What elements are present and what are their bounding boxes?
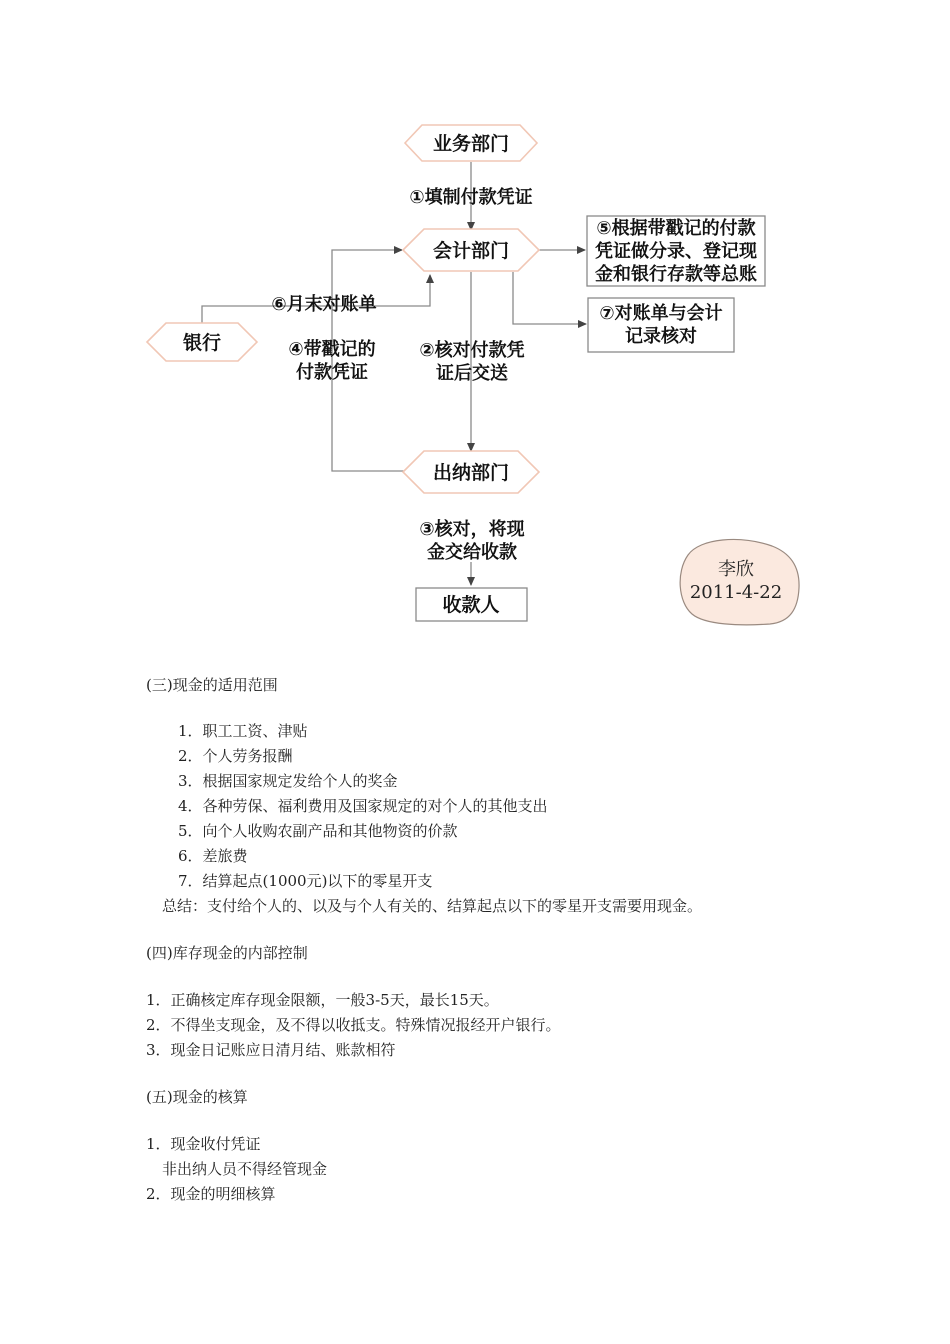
business-dept-node [405, 125, 537, 161]
step2-label: ②核对付款凭 [419, 340, 525, 361]
cash-payment-flowchart [0, 0, 950, 640]
bank-node [147, 323, 257, 361]
bank-label: 银行 [182, 332, 222, 354]
cashier-dept-node [403, 451, 539, 493]
step3-label: 金交给收款 [427, 542, 517, 563]
step4-label: 付款凭证 [296, 362, 368, 383]
step2-label: 证后交送 [436, 363, 508, 384]
ledger-box-line: ⑤根据带戳记的付款 [596, 218, 756, 239]
section-3-item: 3．根据国家规定发给个人的奖金 [178, 772, 398, 790]
section-5-title: (五)现金的核算 [146, 1088, 248, 1106]
payee-node [416, 588, 527, 621]
ledger-box [587, 216, 765, 286]
cashier-dept-label: 出纳部门 [432, 462, 510, 484]
section-5-item: 1．现金收付凭证 [146, 1135, 261, 1153]
step1-label: ①填制付款凭证 [409, 187, 533, 208]
payee-label: 收款人 [442, 594, 500, 616]
section-3-summary: 总结：支付给个人的、以及与个人有关的、结算起点以下的零星开支需要用现金。 [162, 897, 703, 915]
reconcile-box-line: ⑦对账单与会计 [599, 303, 723, 324]
stamp-date: 2011-4-22 [689, 582, 783, 603]
section-4-item: 3．现金日记账应日清月结、账款相符 [146, 1041, 396, 1059]
ledger-box-line: 凭证做分录、登记现 [595, 241, 757, 262]
step4-label: ④带戳记的 [288, 339, 376, 360]
reconcile-box [588, 298, 734, 352]
section-4-title: (四)库存现金的内部控制 [146, 944, 308, 962]
section-3-item: 2．个人劳务报酬 [178, 747, 293, 765]
section-4-item: 2．不得坐支现金，及不得以收抵支。特殊情况报经开户银行。 [146, 1016, 561, 1034]
section-3-item: 1．职工工资、津贴 [178, 722, 308, 740]
step6-label: ⑥月末对账单 [271, 294, 377, 315]
business-dept-label: 业务部门 [432, 133, 510, 155]
arrow-accounting-to-reconcile [513, 272, 586, 324]
step3-label: ③核对，将现 [419, 519, 525, 540]
ledger-box-line: 金和银行存款等总账 [595, 264, 757, 285]
section-3-title: (三)现金的适用范围 [146, 676, 278, 694]
connectors [202, 162, 586, 585]
section-3-item: 4．各种劳保、福利费用及国家规定的对个人的其他支出 [178, 797, 548, 815]
stamp-name: 李欣 [718, 559, 754, 580]
section-3-item: 7．结算起点(1000元)以下的零星开支 [178, 872, 433, 890]
accounting-dept-node [403, 229, 539, 271]
section-5-item: 2．现金的明细核算 [146, 1185, 276, 1203]
section-3-item: 6．差旅费 [178, 847, 248, 865]
section-4-item: 1．正确核定库存现金限额，一般3-5天，最长15天。 [146, 991, 499, 1009]
section-5-item: 非出纳人员不得经管现金 [162, 1160, 328, 1178]
section-3-item: 5．向个人收购农副产品和其他物资的价款 [178, 822, 458, 840]
reconcile-box-line: 记录核对 [625, 326, 697, 347]
author-date-stamp [680, 540, 799, 625]
accounting-dept-label: 会计部门 [432, 240, 510, 262]
arrow-cashier-to-accounting [332, 250, 405, 471]
